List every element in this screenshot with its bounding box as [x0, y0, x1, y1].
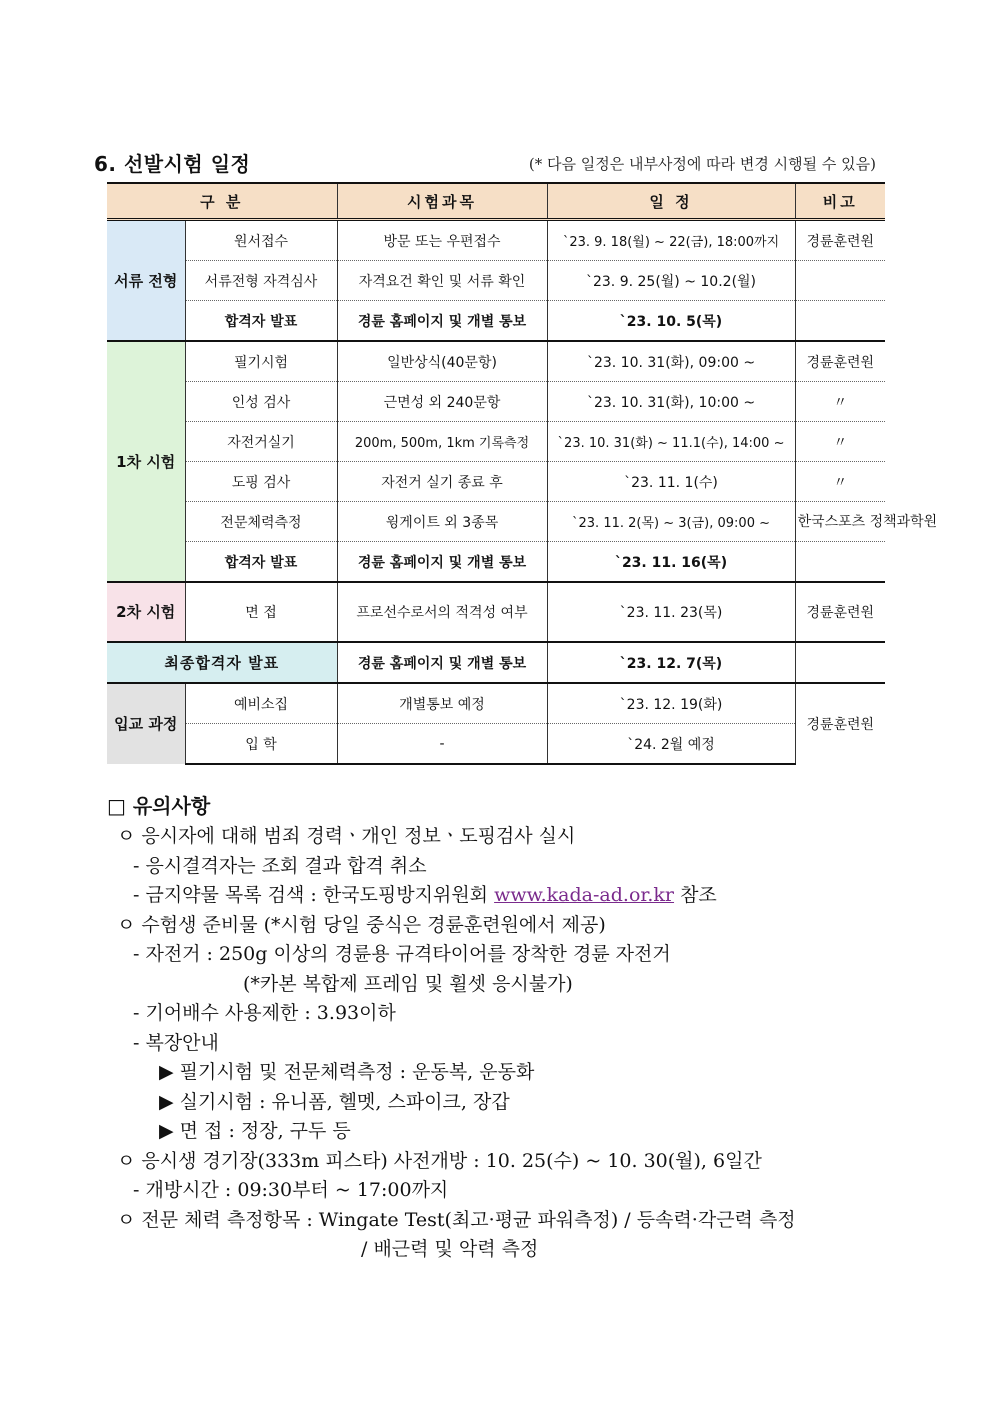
row-note: 〃	[795, 422, 885, 462]
header-subject: 시험과목	[337, 183, 547, 220]
header-date: 일 정	[547, 183, 795, 220]
note-line: ㅇ 전문 체력 측정항목 : Wingate Test(최고·평균 파워측정) / 등속력·각근력 측정	[117, 1208, 796, 1231]
note-line: ▶ 면 접 : 정장, 구두 등	[159, 1120, 351, 1142]
table-row	[107, 382, 885, 422]
header-note: 비고	[795, 183, 885, 220]
row-date: `24. 2월 예정	[547, 724, 795, 765]
row-subject: 경륜 홈페이지 및 개별 통보	[337, 301, 547, 342]
note-line: - 복장안내	[133, 1031, 219, 1054]
row-subject: 개별통보 예정	[337, 683, 547, 724]
row-subject: 윙게이트 외 3종목	[337, 502, 547, 542]
row-item: 필기시험	[185, 341, 337, 382]
row-subject: 자격요건 확인 및 서류 확인	[337, 261, 547, 301]
row-note: 경륜훈련원	[795, 582, 885, 642]
row-note	[795, 261, 885, 301]
row-date: `23. 12. 19(화)	[547, 683, 795, 724]
note-line: (*카본 복합제 프레임 및 휠셋 응시불가)	[243, 972, 573, 995]
note-line-text: 참조	[680, 884, 717, 906]
note-line: - 기어배수 사용제한 : 3.93이하	[133, 1002, 396, 1024]
group-first-exam: 1차 시험	[107, 341, 185, 582]
note-line-text: - 금지약물 목록 검색 : 한국도핑방지위원회	[133, 884, 489, 906]
row-subject: 근면성 외 240문항	[337, 382, 547, 422]
row-note	[795, 642, 885, 683]
notes-section	[107, 790, 907, 1265]
row-note: 경륜훈련원	[795, 220, 885, 261]
note-line: ㅇ 수험생 준비물 (*시험 당일 중식은 경륜훈련원에서 제공)	[117, 913, 606, 936]
row-date: `23. 12. 7(목)	[547, 642, 795, 683]
notes-heading: □ 유의사항	[107, 794, 211, 818]
table-row	[107, 301, 885, 342]
table-row	[107, 542, 885, 583]
row-note: 경륜훈련원	[795, 683, 885, 764]
group-entry: 입교 과정	[107, 683, 185, 764]
row-item: 합격자 발표	[185, 301, 337, 342]
row-date: `23. 9. 18(월) ~ 22(금), 18:00까지	[547, 220, 795, 261]
group-second-exam: 2차 시험	[107, 582, 185, 642]
row-note: 〃	[795, 462, 885, 502]
kada-link[interactable]: www.kada-ad.or.kr	[494, 884, 675, 906]
note-line: - 자전거 : 250g 이상의 경륜용 규격타이어를 장착한 경륜 자전거	[133, 943, 671, 965]
note-line: ㅇ 응시자에 대해 범죄 경력ㆍ개인 정보ㆍ도핑검사 실시	[117, 825, 576, 847]
row-item: 전문체력측정	[185, 502, 337, 542]
row-date: `23. 10. 5(목)	[547, 301, 795, 342]
note-line	[107, 881, 907, 911]
row-item: 입 학	[185, 724, 337, 765]
row-subject: 200m, 500m, 1km 기록측정	[337, 422, 547, 462]
note-line: / 배근력 및 악력 측정	[361, 1238, 539, 1260]
row-item: 인성 검사	[185, 382, 337, 422]
table-row	[107, 582, 885, 642]
header-category: 구 분	[107, 183, 337, 220]
row-date: `23. 10. 31(화), 10:00 ~	[547, 382, 795, 422]
note-line: ▶ 필기시험 및 전문체력측정 : 운동복, 운동화	[159, 1061, 535, 1083]
table-row	[107, 462, 885, 502]
table-row	[107, 261, 885, 301]
row-note	[795, 301, 885, 342]
row-item: 도핑 검사	[185, 462, 337, 502]
table-row	[107, 683, 885, 724]
row-note: 경륜훈련원	[795, 341, 885, 382]
row-subject: 경륜 홈페이지 및 개별 통보	[337, 542, 547, 583]
group-document: 서류 전형	[107, 220, 185, 342]
table-row	[107, 341, 885, 382]
row-subject: -	[337, 724, 547, 765]
row-item: 예비소집	[185, 683, 337, 724]
row-item: 서류전형 자격심사	[185, 261, 337, 301]
row-date: `23. 9. 25(월) ~ 10.2(월)	[547, 261, 795, 301]
row-date: `23. 11. 1(수)	[547, 462, 795, 502]
row-date: `23. 10. 31(화), 09:00 ~	[547, 341, 795, 382]
row-item: 면 접	[185, 582, 337, 642]
table-row	[107, 642, 885, 683]
row-date: `23. 11. 2(목) ~ 3(금), 09:00 ~	[547, 502, 795, 542]
note-line: ▶ 실기시험 : 유니폼, 헬멧, 스파이크, 장갑	[159, 1090, 510, 1113]
row-date: `23. 11. 23(목)	[547, 582, 795, 642]
row-note: 〃	[795, 382, 885, 422]
row-note	[795, 542, 885, 583]
row-date: `23. 10. 31(화) ~ 11.1(수), 14:00 ~	[547, 422, 795, 462]
row-date: `23. 11. 16(목)	[547, 542, 795, 583]
row-subject: 방문 또는 우편접수	[337, 220, 547, 261]
row-note: 한국스포츠 정책과학원	[795, 502, 885, 542]
row-subject: 프로선수로서의 적격성 여부	[337, 582, 547, 642]
table-header-row	[107, 183, 885, 220]
row-item: 원서접수	[185, 220, 337, 261]
section-title: 6. 선발시험 일정	[94, 152, 251, 176]
section-note: (* 다음 일정은 내부사정에 따라 변경 시행될 수 있음)	[528, 155, 876, 173]
group-final-announcement: 최종합격자 발표	[107, 642, 337, 683]
row-subject: 자전거 실기 종료 후	[337, 462, 547, 502]
row-subject: 일반상식(40문항)	[337, 341, 547, 382]
table-row	[107, 422, 885, 462]
schedule-table	[107, 182, 938, 765]
note-line: - 개방시간 : 09:30부터 ~ 17:00까지	[133, 1179, 449, 1201]
row-item: 자전거실기	[185, 422, 337, 462]
table-row	[107, 220, 885, 261]
table-row	[107, 502, 885, 542]
row-subject: 경륜 홈페이지 및 개별 통보	[337, 642, 547, 683]
note-line: ㅇ 응시생 경기장(333m 피스타) 사전개방 : 10. 25(수) ~ 10. 30(월), 6일간	[117, 1149, 762, 1172]
table-row	[107, 724, 885, 765]
note-line: - 응시결격자는 조회 결과 합격 취소	[133, 854, 427, 877]
row-item: 합격자 발표	[185, 542, 337, 583]
